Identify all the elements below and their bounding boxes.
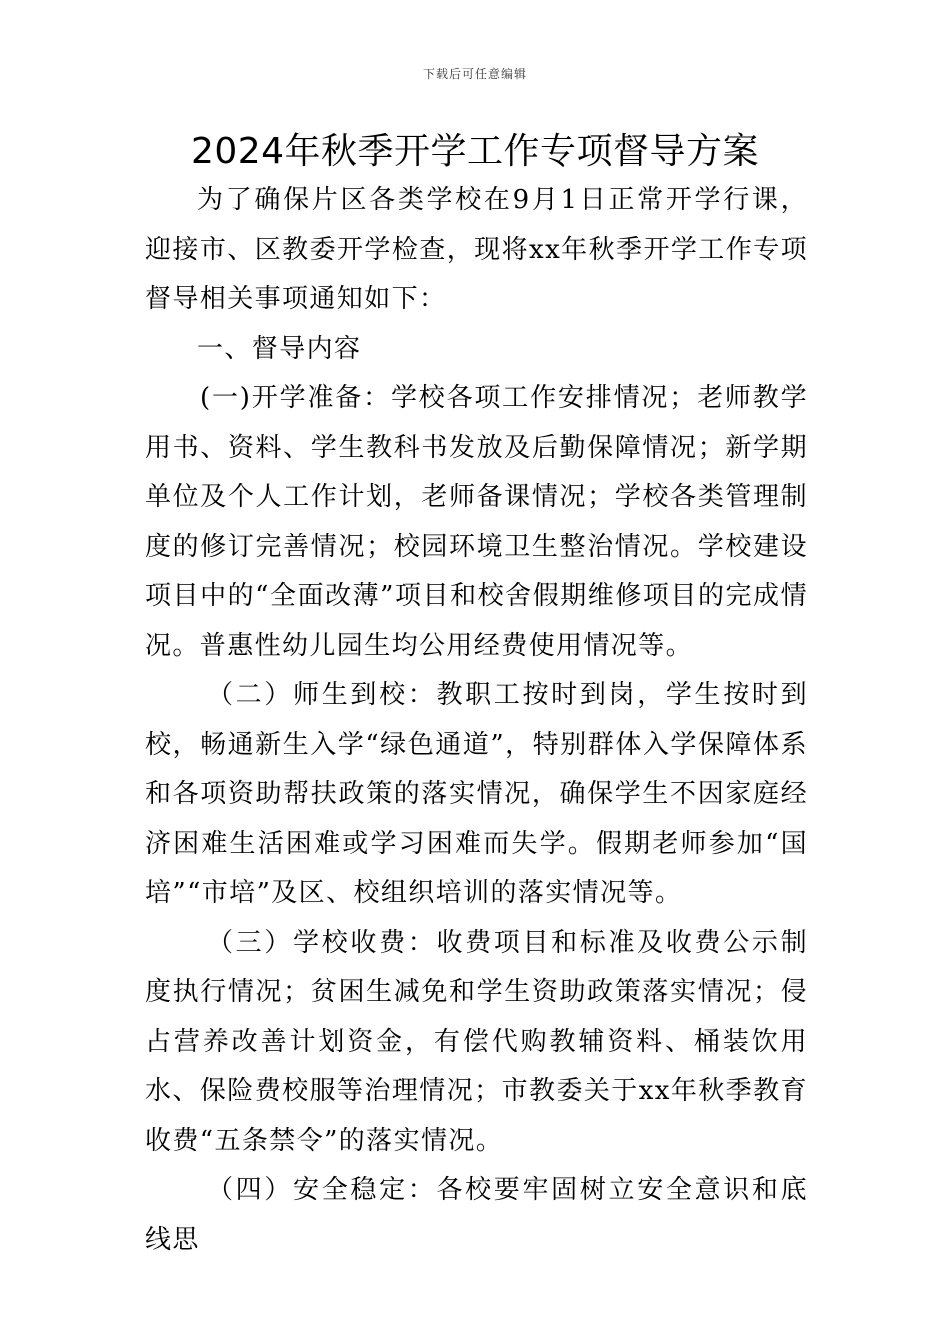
intro-paragraph: 为了确保片区各类学校在9月1日正常开学行课，迎接市、区教委开学检查，现将xx年秋季开学工作专项督导相关事项通知如下：	[145, 185, 808, 314]
paragraph-arrival: （二）师生到校：教职工按时到岗，学生按时到校，畅通新生入学“绿色通道”，特别群体入学保障体系和各项资助帮扶政策的落实情况，确保学生不因家庭经济困难生活困难或学习困难而失学。假期老师参加“国培”“市培”及区、校组织培训的落实情况等。	[145, 680, 808, 908]
document-title: 2024年秋季开学工作专项督导方案	[190, 131, 760, 172]
paragraph-school-fees: （三）学校收费：收费项目和标准及收费公示制度执行情况；贫困生减免和学生资助政策落实情况；侵占营养改善计划资金，有偿代购教辅资料、桶装饮用水、保险费校服等治理情况；市教委关于xx年秋季教育收费“五条禁令”的落实情况。	[145, 927, 808, 1156]
section-heading-supervision-content: 一、督导内容	[197, 333, 362, 364]
document-body	[145, 176, 808, 1265]
paragraph-opening-preparation: (一)开学准备：学校各项工作安排情况；老师教学用书、资料、学生教科书发放及后勤保障情况；新学期单位及个人工作计划，老师备课情况；学校各类管理制度的修订完善情况；校园环境卫生整治情况。学校建设项目中的“全面改薄”项目和校舍假期维修项目的完成情况。普惠性幼儿园生均公用经费使用情况等。	[145, 383, 808, 661]
header-watermark: 下载后可任意编辑	[422, 67, 527, 81]
paragraph-safety-stability: （四）安全稳定：各校要牢固树立安全意识和底线思	[145, 1175, 808, 1255]
